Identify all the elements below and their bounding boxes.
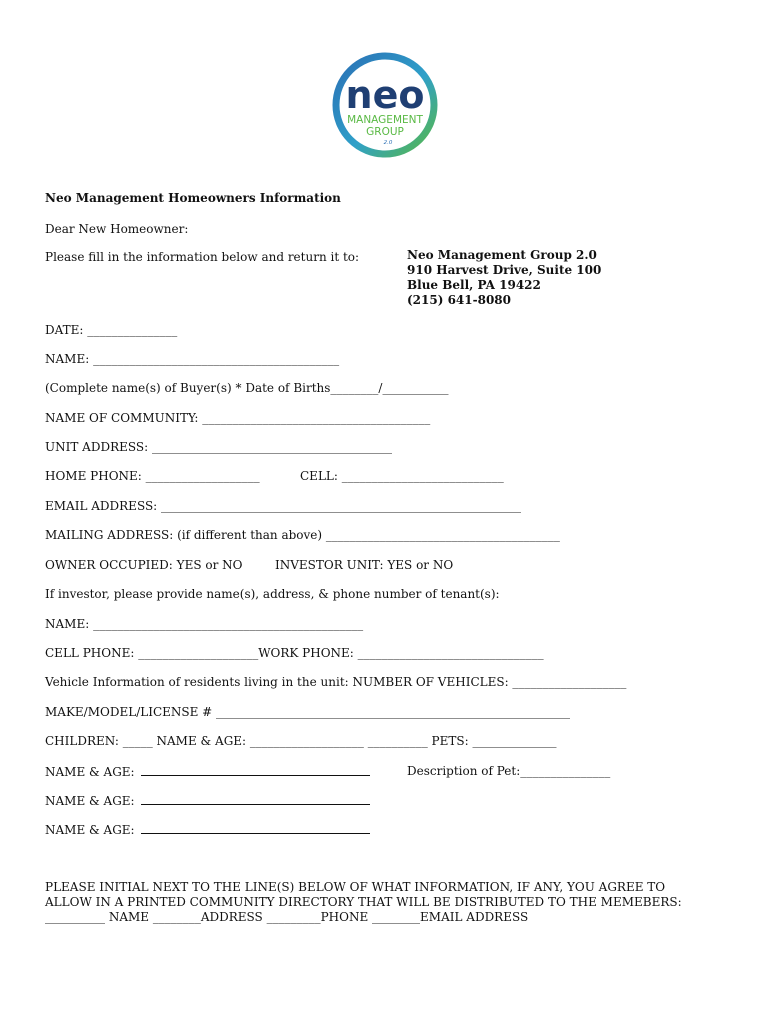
pet-description-field[interactable]: Description of Pet:_______________ — [407, 764, 611, 778]
date-field[interactable]: DATE: _______________ — [45, 323, 178, 337]
investor-note: If investor, please provide name(s), address, & phone number of tenant(s): — [45, 587, 500, 601]
name-field[interactable]: NAME: _________________________________________ — [45, 352, 340, 366]
child2-label: NAME & AGE: — [45, 794, 135, 808]
child2-line[interactable] — [141, 792, 370, 805]
cell-work-phone-field[interactable]: CELL PHONE: ____________________WORK PHONE: _______________________________ — [45, 646, 544, 660]
child2-field[interactable] — [45, 792, 370, 809]
cell-field[interactable]: CELL: ___________________________ — [300, 469, 504, 483]
consent-line-1: PLEASE INITIAL NEXT TO THE LINE(S) BELOW OF WHAT INFORMATION, IF ANY, YOU AGREE TO — [45, 880, 666, 894]
home-phone-field[interactable]: HOME PHONE: ___________________ — [45, 469, 260, 483]
child3-line[interactable] — [141, 821, 370, 834]
unit-address-field[interactable]: UNIT ADDRESS: ________________________________________ — [45, 440, 392, 454]
city-state-zip: Blue Bell, PA 19422 — [407, 278, 541, 292]
form-title: Neo Management Homeowners Information — [45, 191, 341, 205]
street-address: 910 Harvest Drive, Suite 100 — [407, 263, 602, 277]
investor-unit-field[interactable]: INVESTOR UNIT: YES or NO — [275, 558, 454, 572]
email-field[interactable]: EMAIL ADDRESS: ____________________________________________________________ — [45, 499, 522, 513]
child1-label: NAME & AGE: — [45, 765, 135, 779]
child3-label: NAME & AGE: — [45, 823, 135, 837]
vehicles-field[interactable]: Vehicle Information of residents living in the unit: NUMBER OF VEHICLES: ___________________ — [45, 675, 627, 689]
mailing-address-field[interactable]: MAILING ADDRESS: (if different than above) _______________________________________ — [45, 528, 560, 542]
child3-field[interactable] — [45, 821, 370, 838]
neo-logo — [330, 50, 440, 160]
return-address — [407, 248, 601, 308]
directory-consent — [45, 880, 725, 925]
consent-initials[interactable]: __________ NAME ________ADDRESS _________PHONE ________EMAIL ADDRESS — [45, 910, 529, 924]
make-model-field[interactable]: MAKE/MODEL/LICENSE # ___________________________________________________________ — [45, 705, 571, 719]
consent-line-2: ALLOW IN A PRINTED COMMUNITY DIRECTORY THAT WILL BE DISTRIBUTED TO THE MEMEBERS: — [45, 895, 682, 909]
svg-text:GROUP: GROUP — [366, 126, 404, 138]
community-field[interactable]: NAME OF COMMUNITY: ______________________________________ — [45, 411, 431, 425]
greeting: Dear New Homeowner: — [45, 222, 189, 236]
svg-text:MANAGEMENT: MANAGEMENT — [347, 114, 423, 126]
owner-occupied-field[interactable]: OWNER OCCUPIED: YES or NO — [45, 558, 243, 572]
svg-text:neo: neo — [345, 73, 425, 117]
instruction: Please fill in the information below and return it to: — [45, 250, 360, 264]
child1-line[interactable] — [141, 763, 370, 776]
svg-text:2.0: 2.0 — [383, 140, 393, 146]
tenant-name-field[interactable]: NAME: _____________________________________________ — [45, 617, 364, 631]
buyers-field[interactable]: (Complete name(s) of Buyer(s) * Date of Births________/___________ — [45, 381, 449, 395]
company-name: Neo Management Group 2.0 — [407, 248, 597, 262]
child1-field[interactable] — [45, 763, 370, 780]
children-field[interactable]: CHILDREN: _____ NAME & AGE: ___________________ __________ PETS: ______________ — [45, 734, 557, 748]
company-phone: (215) 641-8080 — [407, 293, 512, 307]
